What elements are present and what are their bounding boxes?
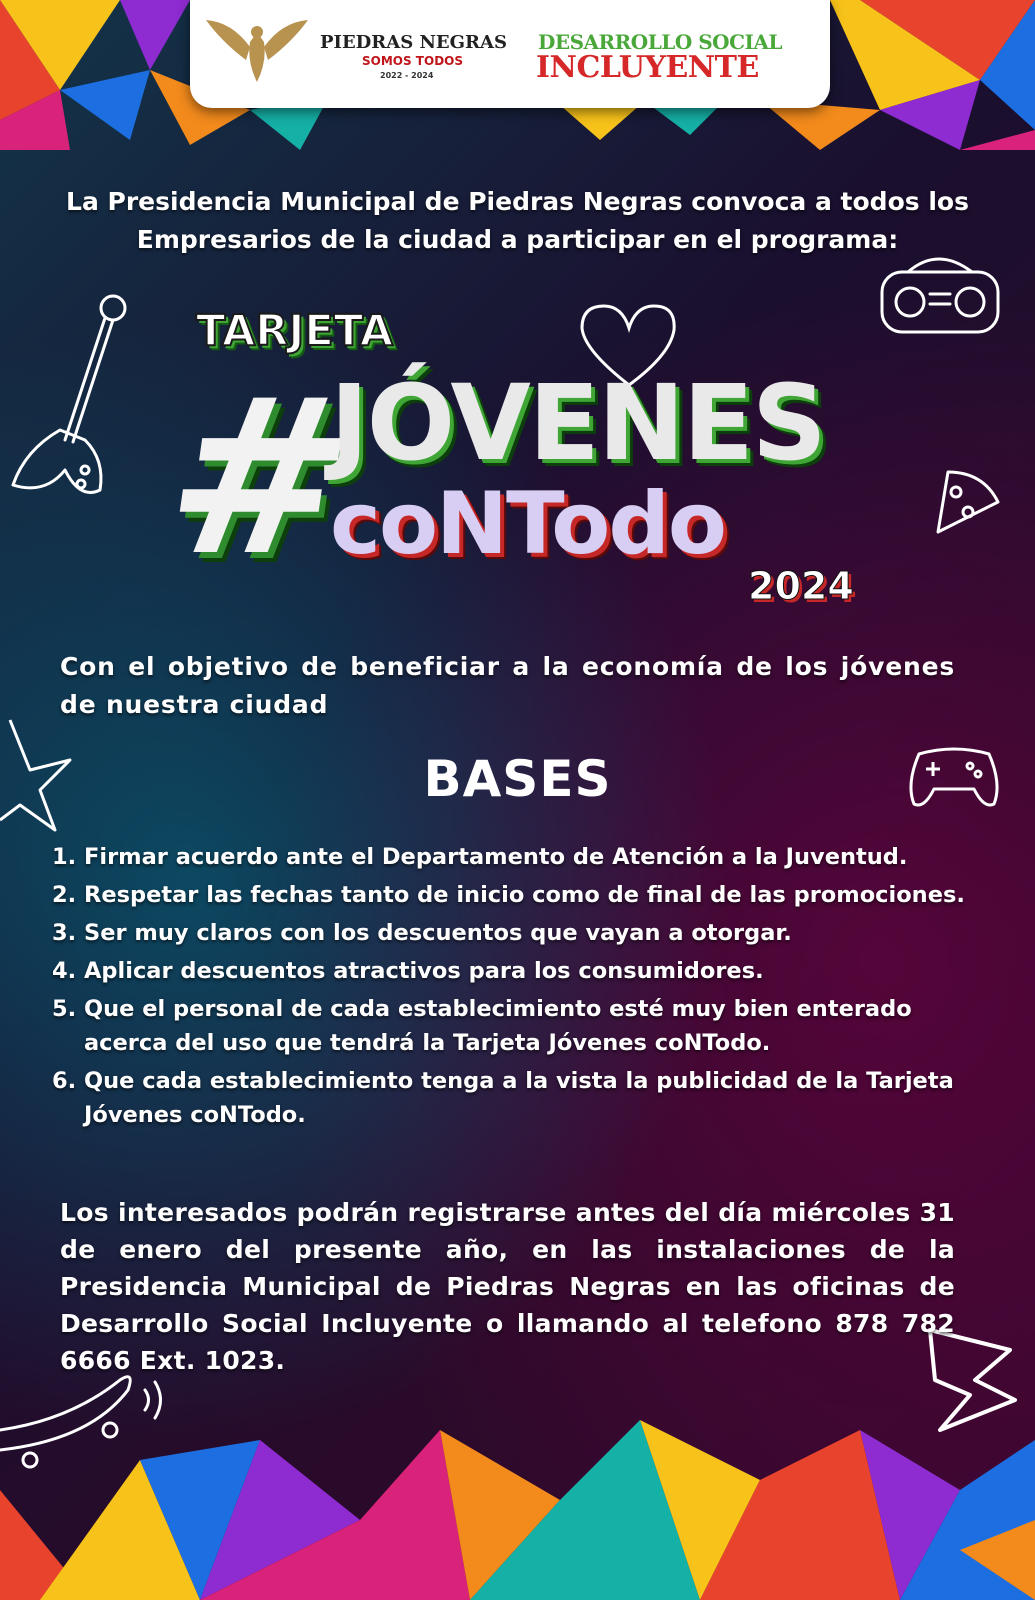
- bases-item-text: Que el personal de cada establecimiento esté muy bien enterado acerca del uso que tendrá la Tarjeta Jóvenes coNTodo.: [84, 996, 912, 1056]
- pizza-doodle-icon: [928, 462, 1008, 542]
- bases-item: [52, 916, 972, 950]
- title-year: 2024: [748, 564, 854, 608]
- bases-item-number: 1.: [52, 844, 77, 870]
- bases-item-number: 4.: [52, 958, 77, 984]
- brand-years: 2022 - 2024: [380, 71, 434, 80]
- eagle-logo-icon: [202, 12, 312, 92]
- bases-item: [52, 954, 972, 988]
- header-logos-card: [190, 0, 830, 108]
- department-logo-line1: DESARROLLO SOCIAL: [538, 30, 782, 54]
- bases-item-number: 3.: [52, 920, 77, 946]
- bases-heading: BASES: [423, 750, 612, 808]
- bases-item: [52, 840, 972, 874]
- bases-item-text: Ser muy claros con los descuentos que vayan a otorgar.: [84, 920, 792, 946]
- objective-text: Con el objetivo de beneficiar a la economía de los jóvenes de nuestra ciudad: [60, 652, 955, 719]
- bases-item: [52, 878, 972, 912]
- title-hashtag: #: [152, 352, 368, 603]
- bases-item-text: Aplicar descuentos atractivos para los consumidores.: [84, 958, 764, 984]
- intro-text: La Presidencia Municipal de Piedras Negras convoca a todos los Empresarios de la ciudad a participar en el programa:: [66, 187, 969, 254]
- title-tarjeta: TARJETA: [196, 306, 394, 356]
- bases-item-number: 5.: [52, 996, 77, 1022]
- bases-item: [52, 1064, 972, 1132]
- boombox-doodle-icon: [878, 248, 1008, 348]
- title-jovenes: JÓVENES: [330, 362, 825, 484]
- department-logo-line2: INCLUYENTE: [536, 50, 759, 85]
- bases-item-text: Firmar acuerdo ante el Departamento de Atención a la Juventud.: [84, 844, 908, 870]
- bases-item: [52, 992, 972, 1060]
- guitar-doodle-icon: [5, 290, 145, 530]
- bases-item-number: 6.: [52, 1068, 77, 1094]
- brand-name: PIEDRAS NEGRAS: [320, 32, 507, 53]
- bases-item-number: 2.: [52, 882, 77, 908]
- bases-item-text: Respetar las fechas tanto de inicio como de final de las promociones.: [84, 882, 965, 908]
- title-contodo: coNTodo: [330, 474, 726, 574]
- bases-list: [52, 840, 972, 1136]
- registration-text: Los interesados podrán registrarse antes del día miércoles 31 de enero del presente año, en las instalaciones de la Presidencia Municipal de Piedras Negras en las oficinas de Desarrollo Social Incluyente o llamando al telefono 878 782 6666 Ext. 1023.: [60, 1198, 955, 1375]
- bases-item-text: Que cada establecimiento tenga a la vista la publicidad de la Tarjeta Jóvenes coNTodo.: [84, 1068, 954, 1128]
- brand-tagline: SOMOS TODOS: [362, 54, 463, 68]
